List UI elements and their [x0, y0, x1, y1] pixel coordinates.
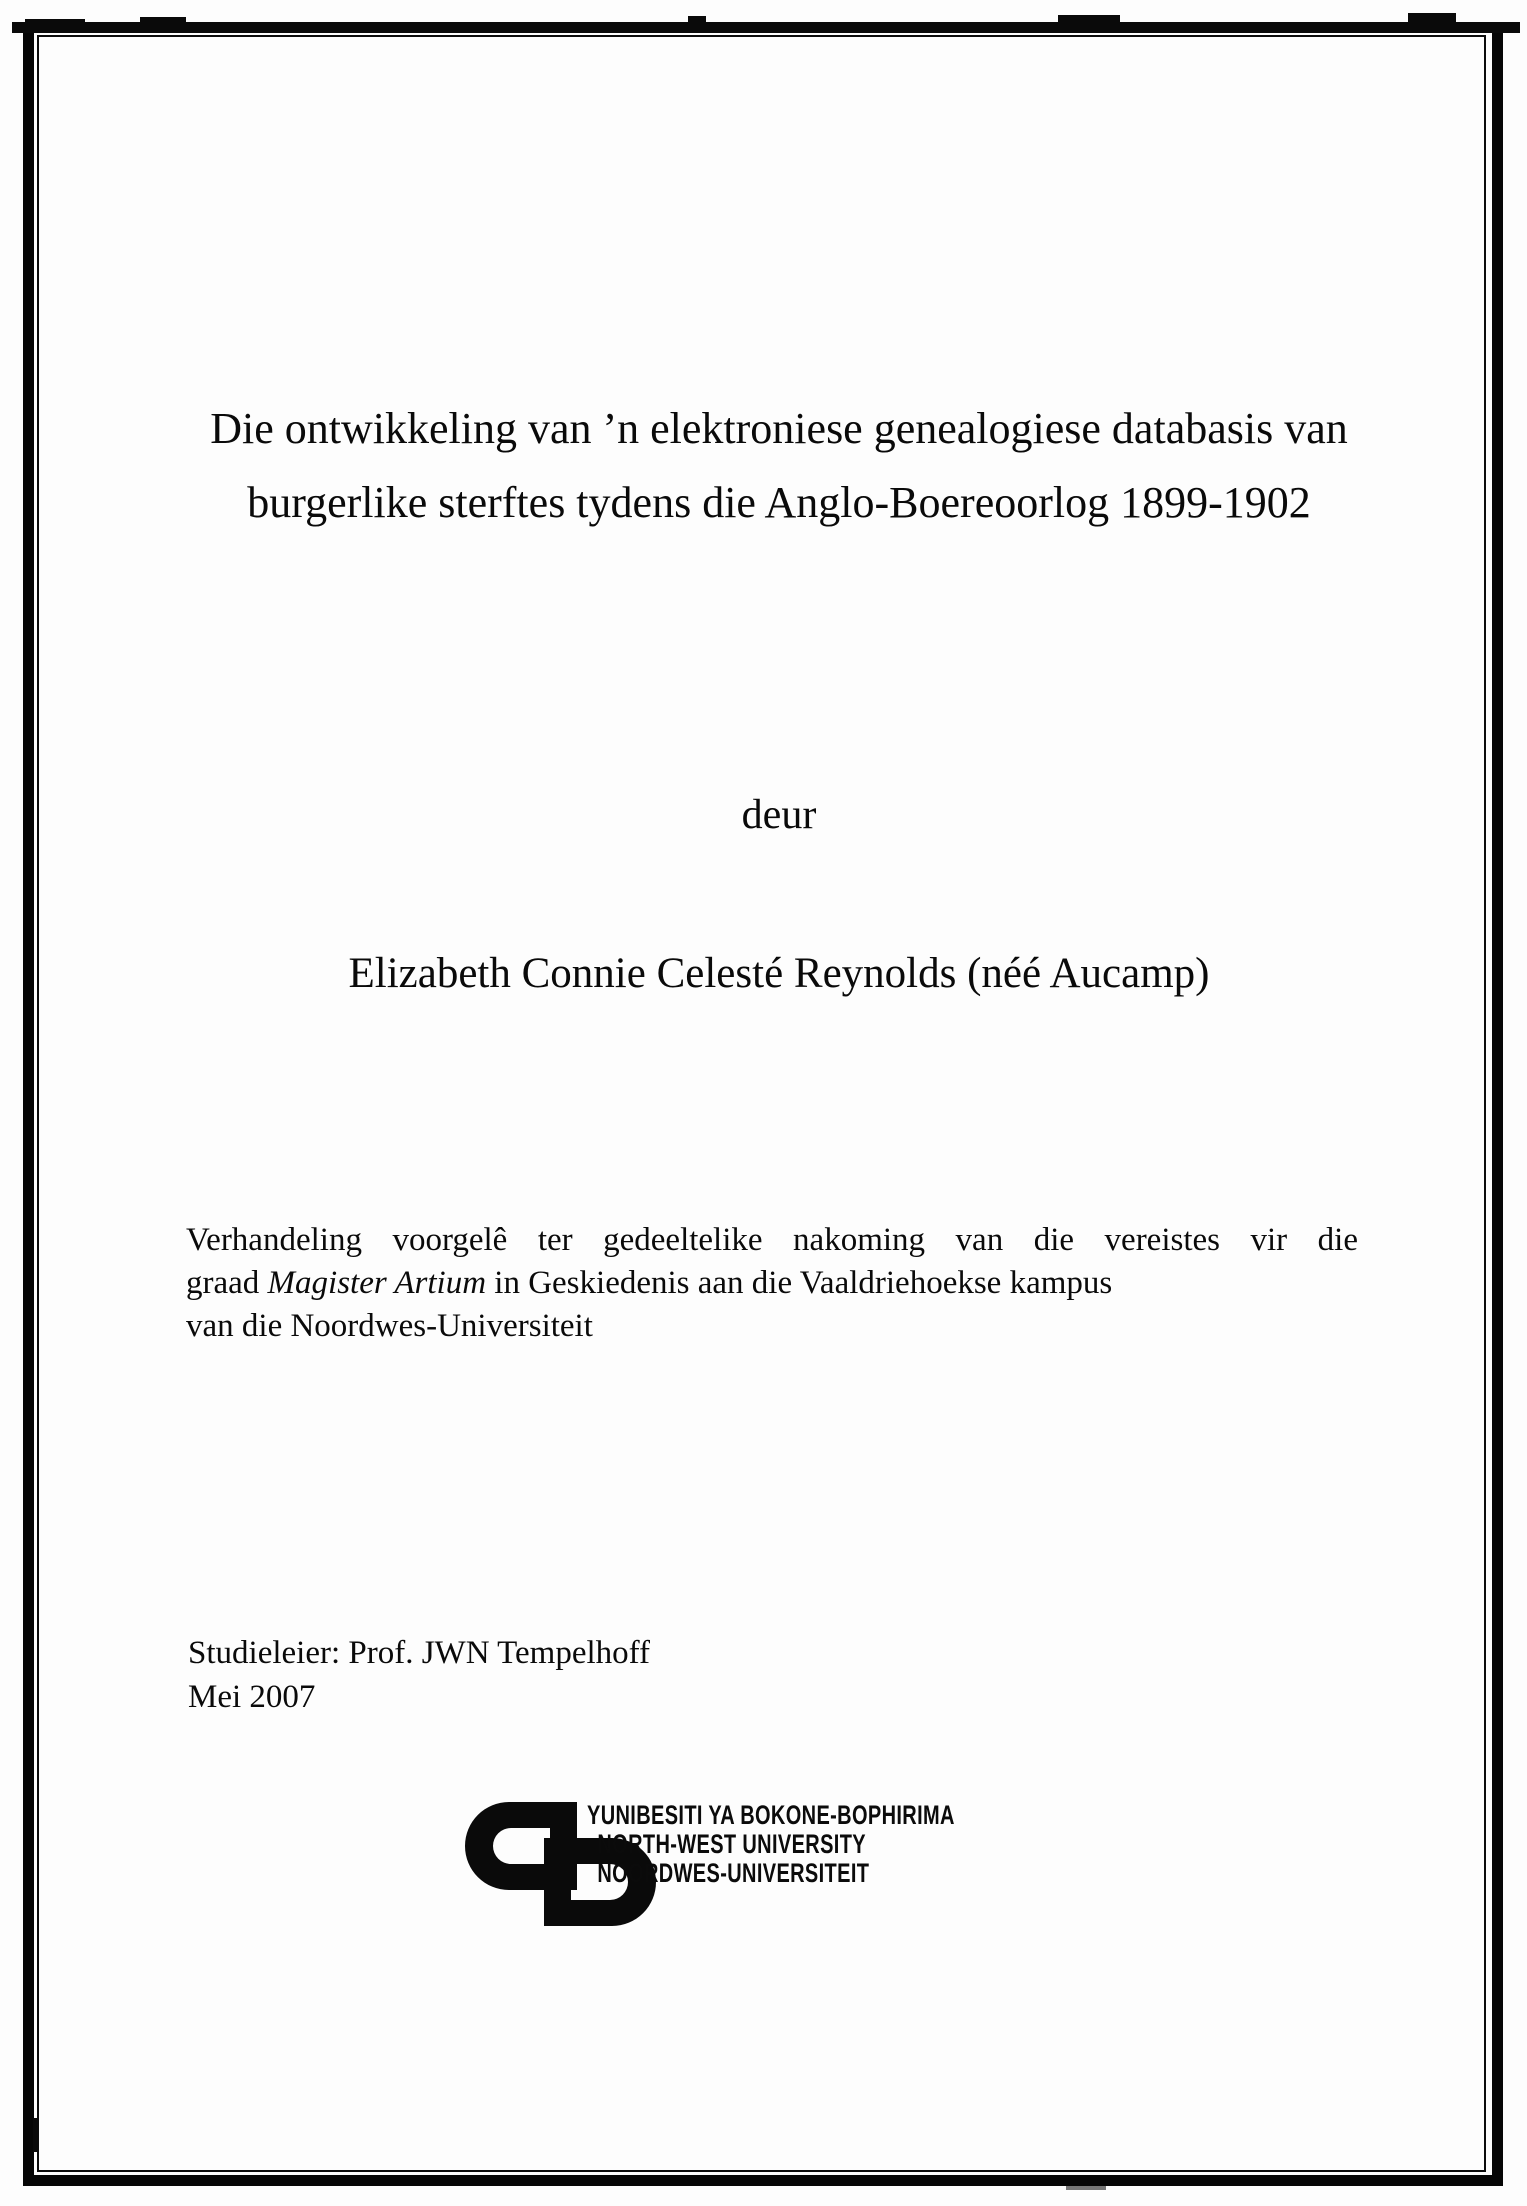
degree-statement-line2-suffix: in Geskiedenis aan die Vaaldriehoekse kampus	[486, 1265, 1113, 1301]
thesis-title-line1: Die ontwikkeling van ’n elektroniese genealogiese databasis van	[210, 404, 1348, 453]
degree-statement	[186, 1219, 1358, 1348]
degree-statement-line1: Verhandeling voorgelê ter gedeeltelike nakoming van die vereistes vir die	[186, 1222, 1358, 1258]
scan-smudge	[140, 17, 186, 25]
scan-smudge	[1058, 15, 1120, 23]
logo-line-english: NORTH-WEST UNIVERSITY	[597, 1829, 866, 1859]
degree-name-italic: Magister Artium	[267, 1265, 487, 1301]
scan-smudge	[25, 19, 85, 33]
degree-statement-line3: van die Noordwes-Universiteit	[186, 1308, 593, 1344]
degree-statement-line2	[186, 1262, 1358, 1305]
scan-smudge	[1066, 2186, 1106, 2190]
author-name: Elizabeth Connie Celesté Reynolds (néé Aucamp)	[348, 950, 1210, 997]
supervisor-line: Studieleier: Prof. JWN Tempelhoff	[188, 1635, 651, 1671]
thesis-title	[150, 392, 1408, 540]
degree-statement-line2-prefix: graad	[186, 1265, 268, 1301]
university-logo-text	[587, 1801, 955, 1888]
logo-line-setswana: YUNIBESITI YA BOKONE-BOPHIRIMA	[587, 1800, 955, 1830]
logo-line-afrikaans: NOORDWES-UNIVERSITEIT	[597, 1858, 870, 1888]
scan-smudge	[33, 2118, 38, 2152]
thesis-title-line2: burgerlike sterftes tydens die Anglo-Boereoorlog 1899-1902	[247, 478, 1311, 527]
scan-smudge	[1408, 13, 1456, 22]
byline-deur: deur	[741, 792, 817, 838]
scan-smudge	[12, 22, 1520, 33]
scan-smudge	[688, 16, 706, 24]
supervisor-block	[188, 1631, 650, 1719]
date-line: Mei 2007	[188, 1679, 316, 1715]
